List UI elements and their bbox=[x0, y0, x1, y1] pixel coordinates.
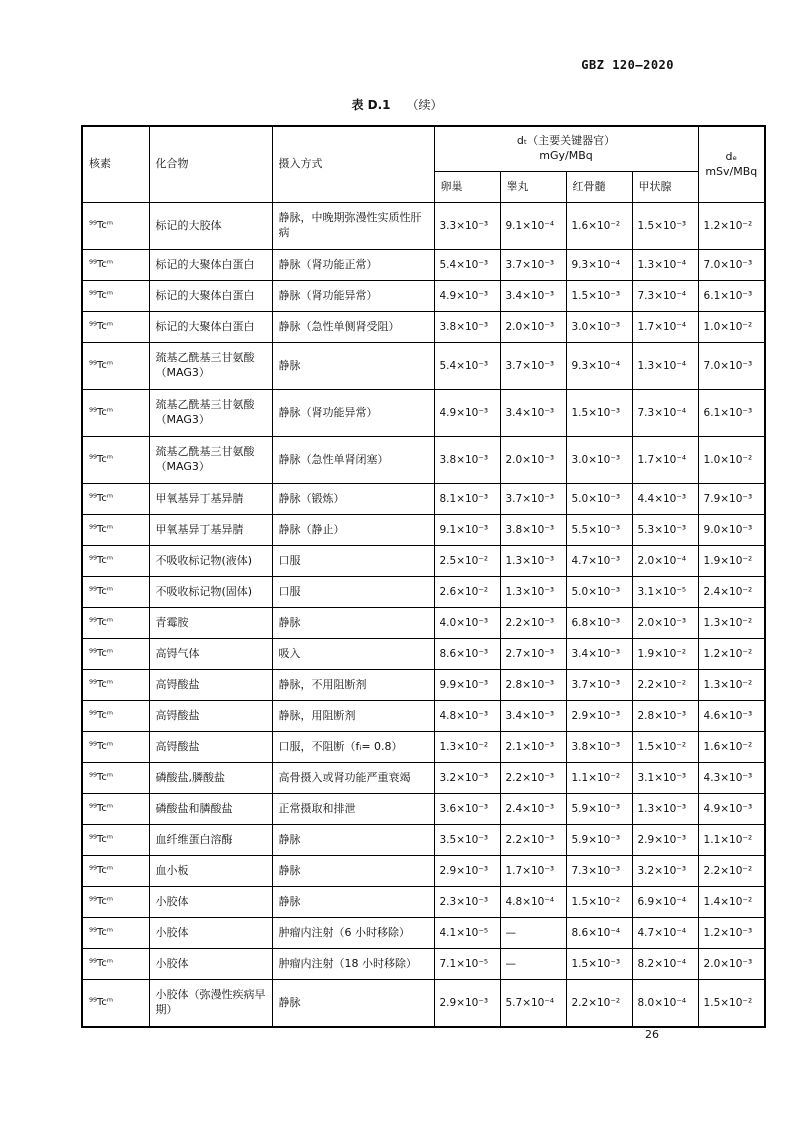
intake-cell: 静脉 bbox=[272, 825, 434, 856]
compound-cell: 巯基乙酰基三甘氨酸（MAG3） bbox=[149, 437, 272, 484]
intake-cell: 静脉（静止） bbox=[272, 515, 434, 546]
dose-ovary-cell: 3.8×10⁻³ bbox=[434, 312, 500, 343]
table-caption bbox=[0, 96, 794, 113]
intake-cell: 肿瘤内注射（18 小时移除） bbox=[272, 949, 434, 980]
header-intake: 摄入方式 bbox=[272, 126, 434, 203]
dose-ovary-cell: 9.1×10⁻³ bbox=[434, 515, 500, 546]
intake-cell: 静脉（急性单肾闭塞） bbox=[272, 437, 434, 484]
dose-thyroid-cell: 3.2×10⁻³ bbox=[632, 856, 698, 887]
dose-testis-cell: 1.7×10⁻³ bbox=[500, 856, 566, 887]
dose-marrow-cell: 3.4×10⁻³ bbox=[566, 639, 632, 670]
intake-cell: 静脉，用阻断剂 bbox=[272, 701, 434, 732]
dose-testis-cell: 2.0×10⁻³ bbox=[500, 437, 566, 484]
intake-cell: 静脉 bbox=[272, 608, 434, 639]
intake-cell: 静脉（肾功能异常） bbox=[272, 390, 434, 437]
dose-ovary-cell: 2.5×10⁻² bbox=[434, 546, 500, 577]
effective-dose-cell: 9.0×10⁻³ bbox=[698, 515, 765, 546]
dose-marrow-cell: 2.2×10⁻² bbox=[566, 980, 632, 1028]
dose-testis-cell: 2.1×10⁻³ bbox=[500, 732, 566, 763]
dose-ovary-cell: 8.1×10⁻³ bbox=[434, 484, 500, 515]
dose-marrow-cell: 2.9×10⁻³ bbox=[566, 701, 632, 732]
header-de bbox=[698, 126, 765, 203]
effective-dose-cell: 1.4×10⁻² bbox=[698, 887, 765, 918]
nuclide-cell: ⁹⁹Tcᵐ bbox=[82, 949, 149, 980]
header-organ: 甲状腺 bbox=[632, 172, 698, 203]
dose-testis-cell: 2.2×10⁻³ bbox=[500, 763, 566, 794]
table-row bbox=[82, 390, 765, 437]
table-row bbox=[82, 484, 765, 515]
dose-ovary-cell: 1.3×10⁻² bbox=[434, 732, 500, 763]
nuclide-cell: ⁹⁹Tcᵐ bbox=[82, 250, 149, 281]
dose-marrow-cell: 3.8×10⁻³ bbox=[566, 732, 632, 763]
effective-dose-cell: 4.3×10⁻³ bbox=[698, 763, 765, 794]
nuclide-cell: ⁹⁹Tcᵐ bbox=[82, 484, 149, 515]
nuclide-cell: ⁹⁹Tcᵐ bbox=[82, 343, 149, 390]
effective-dose-cell: 7.0×10⁻³ bbox=[698, 250, 765, 281]
dose-marrow-cell: 5.0×10⁻³ bbox=[566, 484, 632, 515]
table-row bbox=[82, 670, 765, 701]
nuclide-cell: ⁹⁹Tcᵐ bbox=[82, 577, 149, 608]
header-compound: 化合物 bbox=[149, 126, 272, 203]
nuclide-cell: ⁹⁹Tcᵐ bbox=[82, 794, 149, 825]
effective-dose-cell: 1.3×10⁻² bbox=[698, 608, 765, 639]
dose-testis-cell: 2.4×10⁻³ bbox=[500, 794, 566, 825]
dose-thyroid-cell: 2.9×10⁻³ bbox=[632, 825, 698, 856]
dose-thyroid-cell: 1.7×10⁻⁴ bbox=[632, 437, 698, 484]
dose-thyroid-cell: 1.7×10⁻⁴ bbox=[632, 312, 698, 343]
table-row bbox=[82, 437, 765, 484]
dose-ovary-cell: 4.1×10⁻⁵ bbox=[434, 918, 500, 949]
dose-marrow-cell: 1.5×10⁻³ bbox=[566, 390, 632, 437]
effective-dose-cell: 1.0×10⁻² bbox=[698, 437, 765, 484]
compound-cell: 小胶体（弥漫性疾病早期） bbox=[149, 980, 272, 1028]
nuclide-cell: ⁹⁹Tcᵐ bbox=[82, 281, 149, 312]
table-row bbox=[82, 608, 765, 639]
nuclide-cell: ⁹⁹Tcᵐ bbox=[82, 312, 149, 343]
dose-thyroid-cell: 1.3×10⁻⁴ bbox=[632, 250, 698, 281]
dose-thyroid-cell: 2.0×10⁻³ bbox=[632, 608, 698, 639]
table-row bbox=[82, 546, 765, 577]
intake-cell: 口服 bbox=[272, 577, 434, 608]
dose-marrow-cell: 3.0×10⁻³ bbox=[566, 312, 632, 343]
dose-testis-cell: 2.0×10⁻³ bbox=[500, 312, 566, 343]
dose-marrow-cell: 3.7×10⁻³ bbox=[566, 670, 632, 701]
effective-dose-cell: 4.6×10⁻³ bbox=[698, 701, 765, 732]
compound-cell: 血小板 bbox=[149, 856, 272, 887]
dose-ovary-cell: 2.6×10⁻² bbox=[434, 577, 500, 608]
table-row bbox=[82, 281, 765, 312]
intake-cell: 静脉，不用阻断剂 bbox=[272, 670, 434, 701]
effective-dose-cell: 1.9×10⁻² bbox=[698, 546, 765, 577]
compound-cell: 血纤维蛋白溶酶 bbox=[149, 825, 272, 856]
intake-cell: 静脉（肾功能正常） bbox=[272, 250, 434, 281]
dose-ovary-cell: 3.5×10⁻³ bbox=[434, 825, 500, 856]
dose-thyroid-cell: 1.5×10⁻³ bbox=[632, 203, 698, 250]
dose-testis-cell: 3.4×10⁻³ bbox=[500, 390, 566, 437]
dose-testis-cell: 3.4×10⁻³ bbox=[500, 281, 566, 312]
dose-testis-cell: 9.1×10⁻⁴ bbox=[500, 203, 566, 250]
effective-dose-cell: 6.1×10⁻³ bbox=[698, 281, 765, 312]
standard-number: GBZ 120—2020 bbox=[581, 58, 674, 72]
nuclide-cell: ⁹⁹Tcᵐ bbox=[82, 203, 149, 250]
intake-cell: 吸入 bbox=[272, 639, 434, 670]
dose-ovary-cell: 5.4×10⁻³ bbox=[434, 250, 500, 281]
effective-dose-cell: 1.5×10⁻² bbox=[698, 980, 765, 1028]
nuclide-cell: ⁹⁹Tcᵐ bbox=[82, 887, 149, 918]
dose-testis-cell: 3.8×10⁻³ bbox=[500, 515, 566, 546]
compound-cell: 不吸收标记物(液体) bbox=[149, 546, 272, 577]
table-row bbox=[82, 515, 765, 546]
nuclide-cell: ⁹⁹Tcᵐ bbox=[82, 732, 149, 763]
dose-ovary-cell: 4.9×10⁻³ bbox=[434, 390, 500, 437]
effective-dose-cell: 7.9×10⁻³ bbox=[698, 484, 765, 515]
dose-ovary-cell: 8.6×10⁻³ bbox=[434, 639, 500, 670]
compound-cell: 标记的大胶体 bbox=[149, 203, 272, 250]
compound-cell: 磷酸盐,膦酸盐 bbox=[149, 763, 272, 794]
dose-testis-cell: 3.7×10⁻³ bbox=[500, 343, 566, 390]
dose-ovary-cell: 9.9×10⁻³ bbox=[434, 670, 500, 701]
dose-ovary-cell: 4.8×10⁻³ bbox=[434, 701, 500, 732]
effective-dose-cell: 4.9×10⁻³ bbox=[698, 794, 765, 825]
dose-thyroid-cell: 8.0×10⁻⁴ bbox=[632, 980, 698, 1028]
compound-cell: 高锝酸盐 bbox=[149, 670, 272, 701]
intake-cell: 静脉（急性单侧肾受阻） bbox=[272, 312, 434, 343]
dose-thyroid-cell: 2.0×10⁻⁴ bbox=[632, 546, 698, 577]
header-de-unit: mSv/MBq bbox=[705, 164, 758, 178]
dose-thyroid-cell: 6.9×10⁻⁴ bbox=[632, 887, 698, 918]
dose-testis-cell: 2.2×10⁻³ bbox=[500, 825, 566, 856]
table-row bbox=[82, 980, 765, 1028]
nuclide-cell: ⁹⁹Tcᵐ bbox=[82, 856, 149, 887]
table-row bbox=[82, 949, 765, 980]
dose-testis-cell: 2.7×10⁻³ bbox=[500, 639, 566, 670]
dose-testis-cell: — bbox=[500, 918, 566, 949]
table-row bbox=[82, 794, 765, 825]
nuclide-cell: ⁹⁹Tcᵐ bbox=[82, 763, 149, 794]
dose-marrow-cell: 8.6×10⁻⁴ bbox=[566, 918, 632, 949]
dose-marrow-cell: 9.3×10⁻⁴ bbox=[566, 250, 632, 281]
table-row bbox=[82, 918, 765, 949]
table-row bbox=[82, 701, 765, 732]
dose-thyroid-cell: 4.4×10⁻³ bbox=[632, 484, 698, 515]
dose-ovary-cell: 5.4×10⁻³ bbox=[434, 343, 500, 390]
dose-thyroid-cell: 3.1×10⁻⁵ bbox=[632, 577, 698, 608]
intake-cell: 静脉 bbox=[272, 887, 434, 918]
header-organ: 卵巢 bbox=[434, 172, 500, 203]
dose-marrow-cell: 1.6×10⁻² bbox=[566, 203, 632, 250]
dose-testis-cell: 3.4×10⁻³ bbox=[500, 701, 566, 732]
intake-cell: 静脉 bbox=[272, 980, 434, 1028]
header-de-label: dₑ bbox=[725, 149, 738, 163]
dose-thyroid-cell: 4.7×10⁻⁴ bbox=[632, 918, 698, 949]
dose-ovary-cell: 3.3×10⁻³ bbox=[434, 203, 500, 250]
effective-dose-cell: 7.0×10⁻³ bbox=[698, 343, 765, 390]
dose-marrow-cell: 1.5×10⁻³ bbox=[566, 281, 632, 312]
dose-ovary-cell: 2.9×10⁻³ bbox=[434, 856, 500, 887]
intake-cell: 静脉（锻炼） bbox=[272, 484, 434, 515]
header-dt-unit: mGy/MBq bbox=[539, 149, 593, 162]
compound-cell: 小胶体 bbox=[149, 887, 272, 918]
dose-marrow-cell: 9.3×10⁻⁴ bbox=[566, 343, 632, 390]
nuclide-cell: ⁹⁹Tcᵐ bbox=[82, 918, 149, 949]
intake-cell: 肿瘤内注射（6 小时移除） bbox=[272, 918, 434, 949]
header-dt-label: dₜ（主要关键器官） bbox=[516, 134, 616, 148]
table-row bbox=[82, 203, 765, 250]
dose-testis-cell: 2.2×10⁻³ bbox=[500, 608, 566, 639]
dose-marrow-cell: 1.5×10⁻³ bbox=[566, 949, 632, 980]
intake-cell: 静脉（肾功能异常） bbox=[272, 281, 434, 312]
dose-thyroid-cell: 7.3×10⁻⁴ bbox=[632, 281, 698, 312]
table-row bbox=[82, 763, 765, 794]
intake-cell: 静脉，中晚期弥漫性实质性肝病 bbox=[272, 203, 434, 250]
dose-marrow-cell: 5.9×10⁻³ bbox=[566, 794, 632, 825]
compound-cell: 小胶体 bbox=[149, 918, 272, 949]
compound-cell: 小胶体 bbox=[149, 949, 272, 980]
compound-cell: 高锝气体 bbox=[149, 639, 272, 670]
nuclide-cell: ⁹⁹Tcᵐ bbox=[82, 608, 149, 639]
compound-cell: 标记的大聚体白蛋白 bbox=[149, 250, 272, 281]
dose-table bbox=[81, 125, 766, 1028]
table-row bbox=[82, 639, 765, 670]
header-organ: 睾丸 bbox=[500, 172, 566, 203]
intake-cell: 口服 bbox=[272, 546, 434, 577]
dose-thyroid-cell: 8.2×10⁻⁴ bbox=[632, 949, 698, 980]
dose-ovary-cell: 7.1×10⁻⁵ bbox=[434, 949, 500, 980]
effective-dose-cell: 1.1×10⁻² bbox=[698, 825, 765, 856]
dose-marrow-cell: 1.5×10⁻² bbox=[566, 887, 632, 918]
nuclide-cell: ⁹⁹Tcᵐ bbox=[82, 825, 149, 856]
dose-ovary-cell: 2.9×10⁻³ bbox=[434, 980, 500, 1028]
table-row bbox=[82, 577, 765, 608]
table-row bbox=[82, 732, 765, 763]
dose-testis-cell: 3.7×10⁻³ bbox=[500, 250, 566, 281]
compound-cell: 不吸收标记物(固体) bbox=[149, 577, 272, 608]
dose-testis-cell: 5.7×10⁻⁴ bbox=[500, 980, 566, 1028]
effective-dose-cell: 1.2×10⁻² bbox=[698, 203, 765, 250]
dose-ovary-cell: 4.0×10⁻³ bbox=[434, 608, 500, 639]
dose-testis-cell: 2.8×10⁻³ bbox=[500, 670, 566, 701]
compound-cell: 磷酸盐和膦酸盐 bbox=[149, 794, 272, 825]
nuclide-cell: ⁹⁹Tcᵐ bbox=[82, 639, 149, 670]
dose-marrow-cell: 3.0×10⁻³ bbox=[566, 437, 632, 484]
page-number: 26 bbox=[645, 1028, 659, 1041]
compound-cell: 甲氧基异丁基异腈 bbox=[149, 515, 272, 546]
dose-thyroid-cell: 2.8×10⁻³ bbox=[632, 701, 698, 732]
dose-ovary-cell: 3.2×10⁻³ bbox=[434, 763, 500, 794]
table-row bbox=[82, 343, 765, 390]
intake-cell: 静脉 bbox=[272, 343, 434, 390]
compound-cell: 标记的大聚体白蛋白 bbox=[149, 281, 272, 312]
compound-cell: 巯基乙酰基三甘氨酸（MAG3） bbox=[149, 390, 272, 437]
dose-thyroid-cell: 5.3×10⁻³ bbox=[632, 515, 698, 546]
nuclide-cell: ⁹⁹Tcᵐ bbox=[82, 437, 149, 484]
dose-marrow-cell: 4.7×10⁻³ bbox=[566, 546, 632, 577]
header-dt bbox=[434, 126, 698, 172]
effective-dose-cell: 2.2×10⁻² bbox=[698, 856, 765, 887]
dose-marrow-cell: 5.0×10⁻³ bbox=[566, 577, 632, 608]
compound-cell: 青霉胺 bbox=[149, 608, 272, 639]
effective-dose-cell: 2.0×10⁻³ bbox=[698, 949, 765, 980]
dose-marrow-cell: 6.8×10⁻³ bbox=[566, 608, 632, 639]
dose-thyroid-cell: 1.9×10⁻² bbox=[632, 639, 698, 670]
effective-dose-cell: 1.6×10⁻² bbox=[698, 732, 765, 763]
table-caption-continued: （续） bbox=[406, 98, 443, 112]
table-row bbox=[82, 312, 765, 343]
dose-thyroid-cell: 2.2×10⁻² bbox=[632, 670, 698, 701]
effective-dose-cell: 1.0×10⁻² bbox=[698, 312, 765, 343]
table-row bbox=[82, 887, 765, 918]
effective-dose-cell: 6.1×10⁻³ bbox=[698, 390, 765, 437]
effective-dose-cell: 1.3×10⁻² bbox=[698, 670, 765, 701]
dose-ovary-cell: 4.9×10⁻³ bbox=[434, 281, 500, 312]
nuclide-cell: ⁹⁹Tcᵐ bbox=[82, 390, 149, 437]
dose-testis-cell: — bbox=[500, 949, 566, 980]
nuclide-cell: ⁹⁹Tcᵐ bbox=[82, 701, 149, 732]
intake-cell: 静脉 bbox=[272, 856, 434, 887]
nuclide-cell: ⁹⁹Tcᵐ bbox=[82, 670, 149, 701]
compound-cell: 甲氧基异丁基异腈 bbox=[149, 484, 272, 515]
header-organ: 红骨髓 bbox=[566, 172, 632, 203]
dose-testis-cell: 3.7×10⁻³ bbox=[500, 484, 566, 515]
effective-dose-cell: 2.4×10⁻² bbox=[698, 577, 765, 608]
header-row bbox=[82, 126, 765, 172]
dose-ovary-cell: 2.3×10⁻³ bbox=[434, 887, 500, 918]
dose-marrow-cell: 5.9×10⁻³ bbox=[566, 825, 632, 856]
table-row bbox=[82, 856, 765, 887]
dose-marrow-cell: 7.3×10⁻³ bbox=[566, 856, 632, 887]
dose-marrow-cell: 1.1×10⁻² bbox=[566, 763, 632, 794]
dose-thyroid-cell: 1.3×10⁻³ bbox=[632, 794, 698, 825]
dose-thyroid-cell: 7.3×10⁻⁴ bbox=[632, 390, 698, 437]
compound-cell: 高锝酸盐 bbox=[149, 732, 272, 763]
dose-ovary-cell: 3.8×10⁻³ bbox=[434, 437, 500, 484]
dose-thyroid-cell: 1.3×10⁻⁴ bbox=[632, 343, 698, 390]
compound-cell: 标记的大聚体白蛋白 bbox=[149, 312, 272, 343]
intake-cell: 口服，不阻断（fᵢ= 0.8） bbox=[272, 732, 434, 763]
compound-cell: 巯基乙酰基三甘氨酸（MAG3） bbox=[149, 343, 272, 390]
header-nuclide: 核素 bbox=[82, 126, 149, 203]
dose-testis-cell: 4.8×10⁻⁴ bbox=[500, 887, 566, 918]
effective-dose-cell: 1.2×10⁻² bbox=[698, 639, 765, 670]
intake-cell: 正常摄取和排泄 bbox=[272, 794, 434, 825]
table-row bbox=[82, 825, 765, 856]
intake-cell: 高骨摄入或肾功能严重衰竭 bbox=[272, 763, 434, 794]
effective-dose-cell: 1.2×10⁻³ bbox=[698, 918, 765, 949]
table-caption-label: 表 D.1 bbox=[351, 98, 391, 112]
dose-testis-cell: 1.3×10⁻³ bbox=[500, 577, 566, 608]
compound-cell: 高锝酸盐 bbox=[149, 701, 272, 732]
dose-thyroid-cell: 1.5×10⁻² bbox=[632, 732, 698, 763]
dose-testis-cell: 1.3×10⁻³ bbox=[500, 546, 566, 577]
table-row bbox=[82, 250, 765, 281]
dose-marrow-cell: 5.5×10⁻³ bbox=[566, 515, 632, 546]
dose-thyroid-cell: 3.1×10⁻³ bbox=[632, 763, 698, 794]
nuclide-cell: ⁹⁹Tcᵐ bbox=[82, 546, 149, 577]
nuclide-cell: ⁹⁹Tcᵐ bbox=[82, 515, 149, 546]
dose-ovary-cell: 3.6×10⁻³ bbox=[434, 794, 500, 825]
nuclide-cell: ⁹⁹Tcᵐ bbox=[82, 980, 149, 1028]
